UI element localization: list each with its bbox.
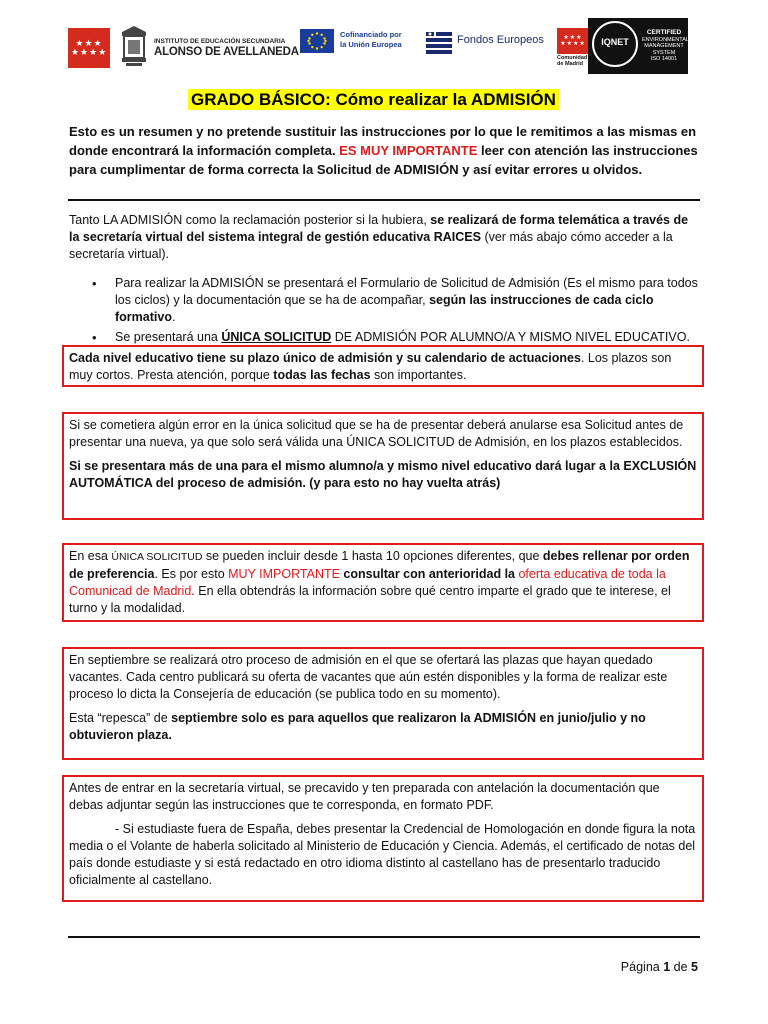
intro-paragraph: [69, 122, 701, 179]
ies-line-2: ALONSO DE AVELLANEDA: [154, 46, 299, 58]
box5-paragraph-1: Antes de entrar en la secretaría virtual, se precavido y ten preparada con antelación la documentación que debas adjuntar según las instrucciones que te corresponda, en formato PDF.: [69, 781, 660, 812]
bullet1-text-a: Para realizar la ADMISIÓN se presentará el Formulario de Solicitud de Admisión (Es el mismo para todos los ciclos) y la documentación que se ha de acompañar,: [115, 276, 698, 307]
box3-text-c: se pueden incluir desde 1 hasta 10 opciones diferentes, que: [202, 549, 543, 563]
ies-line-1: INSTITUTO DE EDUCACIÓN SECUNDARIA: [154, 38, 286, 45]
bullet-item-single-application: [92, 329, 698, 346]
page-total: 5: [691, 960, 698, 974]
page-number: [621, 960, 698, 974]
eu-line-1: Cofinanciado por: [340, 30, 402, 39]
box3-red-f: MUY IMPORTANTE: [228, 567, 340, 581]
box2-paragraph-2: Si se presentara más de una para el mismo alumno/a y mismo nivel educativo dará lugar a la EXCLUSIÓN AUTOMÁTICA del proceso de admisión. (y para esto no hay vuelta atrás): [69, 459, 697, 490]
notice-box-documentation: [62, 775, 704, 902]
fondos-europeos-text: Fondos Europeos: [457, 34, 544, 46]
page-current: 1: [663, 960, 671, 974]
ies-crest-icon: [120, 24, 148, 68]
box3-paragraph: [69, 548, 697, 617]
comunidad-madrid-small-logo: [557, 28, 589, 68]
box3-text-a: En esa: [69, 549, 112, 563]
cm-text: [557, 55, 589, 67]
bullet-item-form: [92, 275, 698, 326]
notice-box-errors: [62, 412, 704, 520]
box4-text-a: Esta “repesca” de: [69, 711, 172, 725]
box1-bold-a: Cada nivel educativo tiene su plazo único de admisión y su calendario de actuaciones: [69, 351, 581, 365]
divider-bottom: [68, 936, 700, 938]
cert-line-4: SYSTEM: [652, 49, 676, 56]
bullet2-text-c: DE ADMISIÓN POR ALUMNO/A Y MISMO NIVEL EDUCATIVO.: [331, 330, 690, 344]
cert-badge-text: IQNET: [601, 37, 629, 47]
telematic-paragraph: [69, 212, 699, 263]
box3-text-i: . En ella obtendrás la información sobre qué centro imparte el grado que te interese, el turno y la modalidad.: [69, 584, 671, 615]
cm-line-1: Comunidad: [557, 55, 588, 61]
notice-box-options: [62, 543, 704, 622]
box3-text-e: . Es por esto: [154, 567, 229, 581]
box3-red-link[interactable]: oferta educativa de toda la Comunicad de Madrid: [69, 567, 666, 598]
intro-highlight: ES MUY IMPORTANTE: [339, 143, 478, 158]
header-logos: [68, 18, 688, 74]
cert-text: [642, 29, 689, 63]
page-title: GRADO BÁSICO: Cómo realizar la ADMISIÓN: [188, 89, 559, 110]
divider-top: [68, 199, 700, 201]
notice-box-deadlines: [62, 345, 704, 387]
bullet1-bold: según las instrucciones de cada ciclo formativo: [115, 293, 654, 324]
box1-text-d: son importantes.: [370, 368, 467, 382]
box1-paragraph: [69, 350, 697, 384]
notice-box-september: [62, 647, 704, 760]
box1-bold-c: todas las fechas: [273, 368, 371, 382]
p2-text-a: Tanto LA ADMISIÓN como la reclamación posterior si la hubiera,: [69, 213, 431, 227]
certification-seal-icon: [592, 21, 638, 67]
cert-line-1: CERTIFIED: [646, 29, 682, 36]
box5-paragraph-2: - Si estudiaste fuera de España, debes presentar la Credencial de Homologación en donde figura la nota media o el Volante de haberla solicitado al Ministerio de Educación y Ciencia. Además, el certificado de notas del país donde estudiaste y si está redactado en otro idioma distinto al castellano has de presentarlo traducido oficialmente al castellano.: [69, 822, 696, 887]
eu-cofinanced-text: [340, 30, 402, 50]
cert-line-2: ENVIRONMENTAL: [642, 36, 689, 43]
cert-line-3: MANAGEMENT: [644, 43, 684, 49]
madrid-flag-icon: ★★★ ★★★★: [557, 28, 589, 54]
p2-bold: se realizará de forma telemática a través de la secretaría virtual del sistema integral de gestión educativa RAICES: [69, 213, 689, 244]
ies-name: [154, 38, 299, 59]
p2-text-c: (ver más abajo cómo acceder a la secretaría virtual).: [69, 230, 673, 261]
iso-certification-badge: [588, 18, 688, 74]
eu-flag-icon: [300, 29, 334, 53]
bullet1-text-c: .: [171, 310, 176, 324]
comunidad-madrid-logo: [68, 28, 110, 68]
box3-bold-g: consultar con anterioridad la: [339, 567, 519, 581]
box3-smallcaps: ÚNICA SOLICITUD: [111, 551, 203, 563]
box1-text-b: . Los plazos son muy cortos. Presta atención, porque: [69, 351, 672, 382]
intro-text-c: leer con atención las instrucciones para cumplimentar de forma correcta la Solicitud de ADMISIÓN y así evitar errores u olvidos.: [69, 143, 698, 177]
bullet-list: [92, 275, 698, 349]
eu-line-2: la Unión Europea: [340, 40, 402, 49]
box4-paragraph-1: En septiembre se realizará otro proceso de admisión en el que se ofertará las plazas que hayan quedado vacantes. Cada centro publicará su oferta de vacantes que aún estén disponibles y la forma de realizar este proceso lo dicta la Consejería de educación (se publica todo en su momento).: [69, 653, 668, 701]
intro-text-a: Esto es un resumen y no pretende sustituir las instrucciones por lo que le remitimos a las mismas en donde encontrará la información completa.: [69, 124, 697, 158]
box4-paragraph-2: [69, 710, 697, 744]
page-of-word: de: [673, 960, 688, 974]
madrid-stars-icon: ★★★ ★★★★: [70, 38, 108, 57]
box4-bold-b: septiembre solo es para aquellos que realizaron la ADMISIÓN en junio/julio y no obtuvieron plaza.: [69, 711, 646, 742]
bullet2-text-a: Se presentará una: [115, 330, 222, 344]
box3-bold-d: debes rellenar por orden de preferencia: [69, 549, 690, 581]
fondos-europeos-icon: [424, 28, 454, 58]
cm-line-2: de Madrid: [557, 61, 583, 67]
cert-iso: ISO 14001: [650, 56, 678, 62]
box2-paragraph-1: Si se cometiera algún error en la única solicitud que se ha de presentar deberá anularse esa Solicitud antes de presentar una nueva, ya que solo será válida una ÚNICA SOLICITUD de Admisión, en los plazos establecidos.: [69, 418, 684, 449]
page-word: Página: [620, 960, 660, 974]
bullet2-bold-underline: ÚNICA SOLICITUD: [221, 330, 332, 344]
